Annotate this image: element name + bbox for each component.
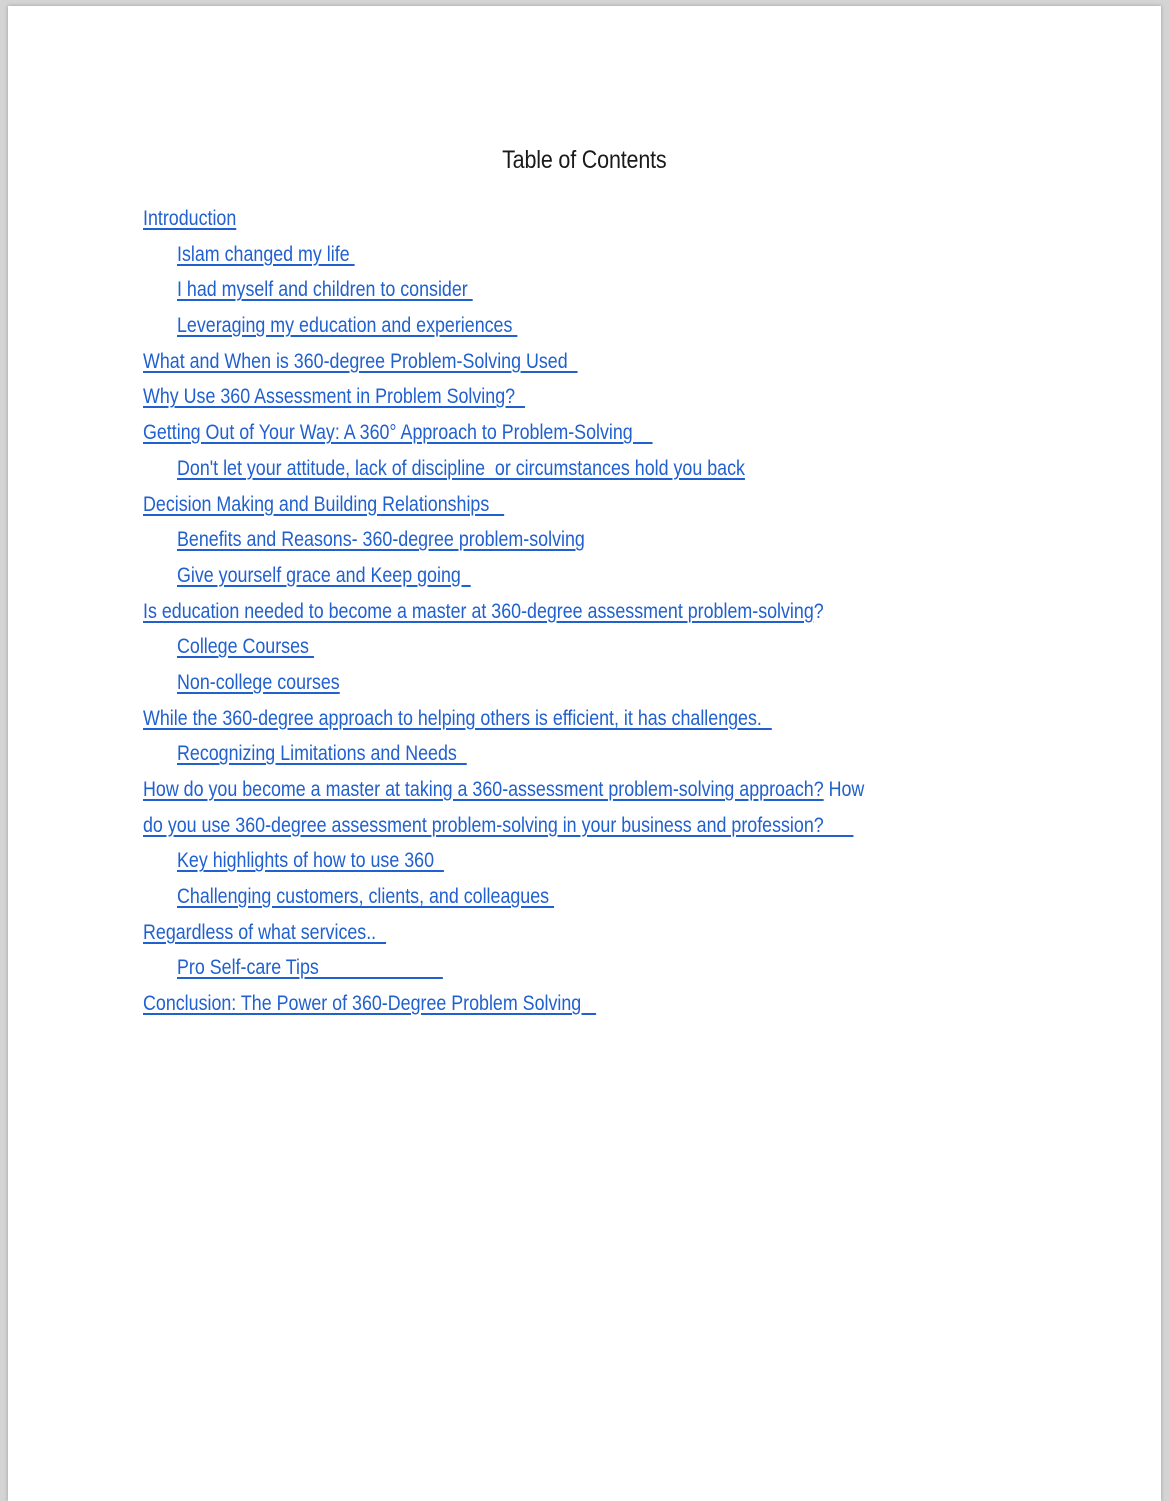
toc-entry-islam-changed-my-life [143,237,993,273]
toc-link[interactable]: What and When is 360-degree Problem-Solving Used [143,349,578,373]
toc-link[interactable]: Conclusion: The Power of 360-Degree Problem Solving [143,992,597,1016]
toc-link[interactable]: Decision Making and Building Relationships [143,492,505,516]
toc-entry-introduction [143,201,993,237]
toc-link[interactable]: Key highlights of how to use 360 [177,849,444,873]
toc-link[interactable]: Recognizing Limitations and Needs [177,742,467,766]
toc-link[interactable]: Benefits and Reasons- 360-degree problem-solving [177,528,585,552]
toc-link[interactable]: Islam changed my life [177,242,355,266]
toc-entry-regardless-of-what-services [143,915,993,951]
toc-link[interactable]: Pro Self-care Tips [177,956,443,980]
toc-entry-dont-let-your-attitude [143,451,993,487]
toc-entry-challenging-customers [143,879,993,915]
toc-entry-conclusion [143,986,993,1022]
toc-link[interactable]: I had myself and children to consider [177,278,473,302]
toc-entry-what-and-when [143,344,993,380]
toc-link[interactable]: How do you become a master at taking a 360-assessment problem-solving approach? [143,778,824,801]
toc-link[interactable]: Is education needed to become a master at 360-degree assessment problem-solving [143,599,814,623]
toc-link[interactable]: do you use 360-degree assessment problem-solving in your business and profession? [143,813,854,837]
toc-link[interactable]: Getting Out of Your Way: A 360° Approach to Problem-Solving [143,421,653,445]
toc-entry-recognizing-limitations [143,736,993,772]
toc-entry-leveraging-education [143,308,993,344]
toc-entry-benefits-and-reasons [143,522,993,558]
toc-link[interactable]: Introduction [143,207,237,230]
toc-link[interactable]: Non-college courses [177,670,340,694]
toc-link[interactable]: Regardless of what services.. [143,920,387,944]
toc-link[interactable]: While the 360-degree approach to helping others is efficient, it has challenges. [143,706,772,730]
toc-entry-why-use-360 [143,379,993,415]
toc-entry-decision-making [143,487,993,523]
toc-trailing-text: How [823,778,865,801]
toc-title: Table of Contents [502,146,667,174]
toc-entry-key-highlights [143,843,993,879]
document-page [8,6,1161,1501]
toc-link[interactable]: Leveraging my education and experiences [177,314,518,338]
toc-entry-give-yourself-grace [143,558,993,594]
toc-entry-is-education-needed [143,594,993,630]
toc-link[interactable]: Challenging customers, clients, and colleagues [177,885,555,909]
toc-entry-while-the-360-degree [143,701,993,737]
toc-entry-myself-and-children [143,272,993,308]
toc-link[interactable]: Don't let your attitude, lack of discipline or circumstances hold you back [177,456,745,480]
toc-trailing-text: ? [813,599,824,623]
toc-entry-getting-out-of-your-way [143,415,993,451]
toc-link[interactable]: Give yourself grace and Keep going [177,563,471,587]
table-of-contents [143,201,1143,1022]
toc-entry-college-courses [143,629,993,665]
toc-entry-pro-self-care-tips [143,950,993,986]
toc-entry-non-college-courses [143,665,993,701]
toc-entry-how-do-you-become-a-master [143,772,993,808]
toc-entry-how-do-you-use-360 [143,808,993,844]
toc-link[interactable]: Why Use 360 Assessment in Problem Solving? [143,385,525,409]
toc-link[interactable]: College Courses [177,635,314,659]
